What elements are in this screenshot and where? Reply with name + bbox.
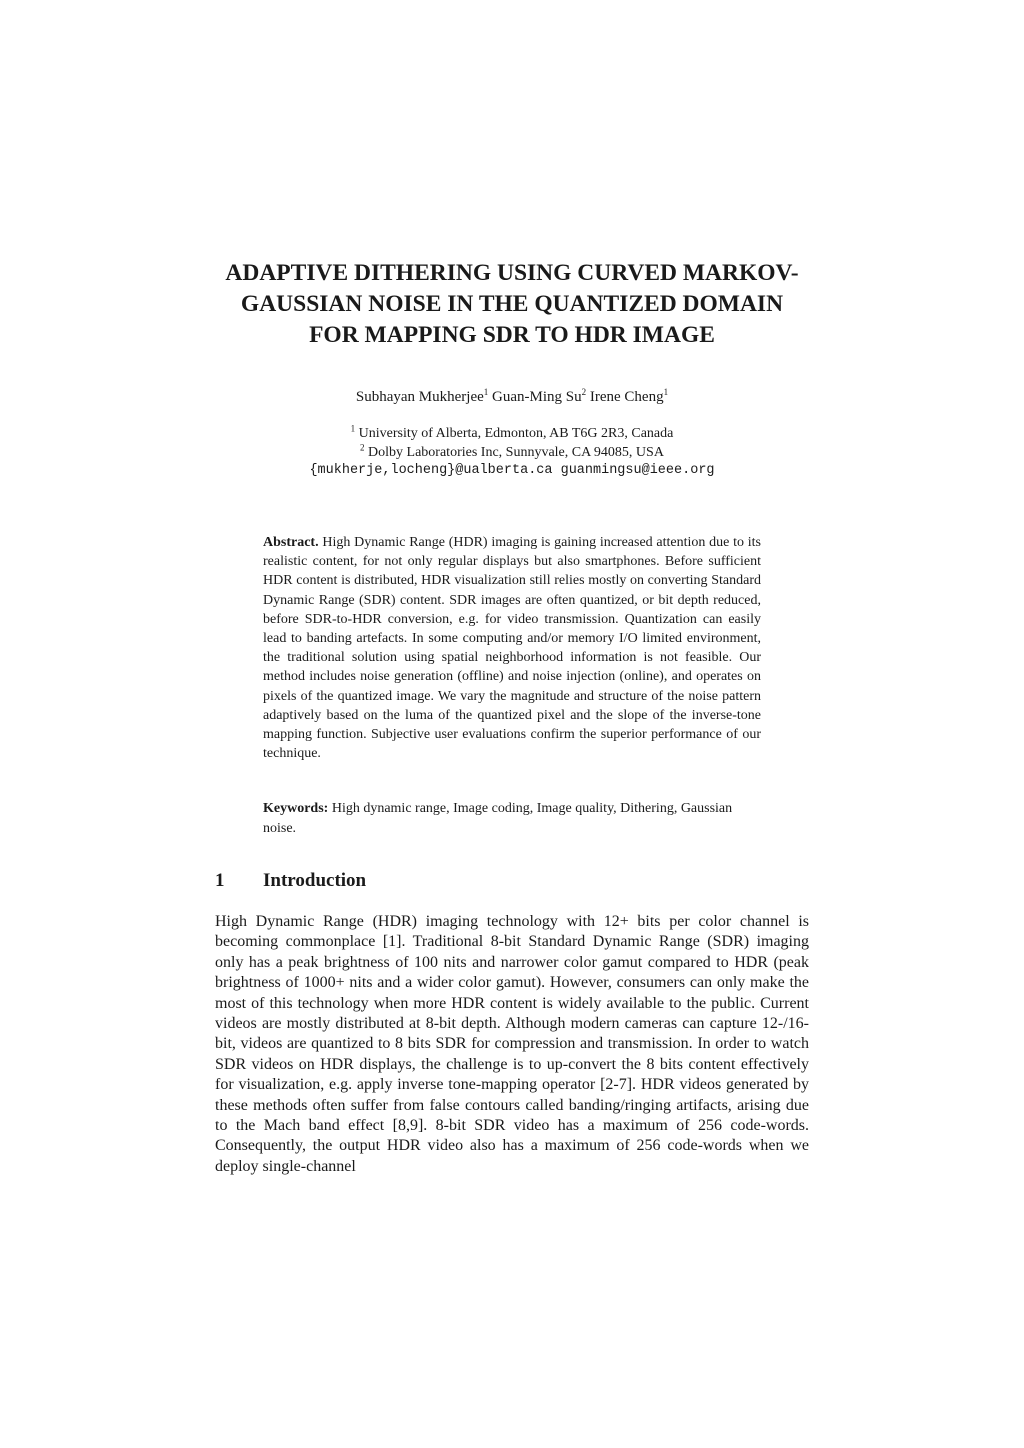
affiliation-text: Dolby Laboratories Inc, Sunnyvale, CA 94085, USA xyxy=(368,444,664,460)
section-title: Introduction xyxy=(263,870,367,891)
author-list xyxy=(170,388,854,406)
affiliation-number: 1 xyxy=(350,423,356,434)
author-name: Irene Cheng xyxy=(589,389,664,405)
title-line: ADAPTIVE DITHERING USING CURVED MARKOV- xyxy=(225,260,799,286)
affiliation-line xyxy=(170,441,854,463)
paper-title xyxy=(170,258,854,351)
abstract-text: High Dynamic Range (HDR) imaging is gaining increased attention due to its realistic content, for not only regular displays but also smartphones. Before sufficient HDR content is distributed, HDR visualization still relies mostly on converting Standard Dynamic Range (SDR) content. SDR images are often quantized, or bit depth reduced, before SDR-to-HDR conversion, e.g. for video transmission. Quantization can easily lead to banding artefacts. In some computing and/or memory I/O limited environment, the traditional solution using spatial neighborhood information is not feasible. Our method includes noise generation (offline) and noise injection (online), and operates on pixels of the quantized image. We vary the magnitude and structure of the noise pattern adaptively based on the luma of the quantized pixel and the slope of the inverse-tone mapping function. Subjective user evaluations confirm the superior performance of our technique. xyxy=(263,535,762,762)
section-heading xyxy=(215,869,815,893)
author-name: Guan-Ming Su xyxy=(492,389,582,405)
abstract-label: Abstract. xyxy=(263,535,319,550)
title-line: GAUSSIAN NOISE IN THE QUANTIZED DOMAIN xyxy=(240,291,784,317)
author-affil-mark: 1 xyxy=(483,387,489,397)
author-emails: {mukherje,locheng}@ualberta.ca guanmingsu@ieee.org xyxy=(309,463,715,478)
keywords-label: Keywords: xyxy=(263,801,329,816)
affiliations xyxy=(170,425,854,481)
keywords-text: High dynamic range, Image coding, Image quality, Dithering, Gaussian noise. xyxy=(263,801,733,836)
affiliation-text: University of Alberta, Edmonton, AB T6G 2R3, Canada xyxy=(358,426,674,441)
intro-paragraph: High Dynamic Range (HDR) imaging technology with 12+ bits per color channel is becoming commonplace [1]. Traditional 8-bit Standard Dynamic Range (SDR) imaging only has a peak brightness of 100 nits and narrower color gamut compared to HDR (peak brightness of 1000+ nits and a wider color gamut). However, consumers can only make the most of this technology when more HDR content is widely available to the public. Current videos are mostly distributed at 8-bit depth. Although modern cameras can capture 12-/16-bit, videos are quantized to 8 bits SDR for compression and transmission. In order to watch SDR videos on HDR displays, the challenge is to up-convert the 8 bits content effectively for visualization, e.g. apply inverse tone-mapping operator [2-7]. HDR videos generated by these methods often suffer from false contours called banding/ringing artifacts, arising due to the Mach band effect [8,9]. 8-bit SDR video has a maximum of 256 code-words. Consequently, the output HDR video also has a maximum of 256 code-words when we deploy single-channel xyxy=(215,913,809,1175)
author-affil-mark: 2 xyxy=(581,387,587,397)
author-affil-mark: 1 xyxy=(663,387,669,397)
abstract xyxy=(263,533,761,763)
affiliation-line xyxy=(170,425,854,444)
section-number: 1 xyxy=(215,870,225,891)
keywords xyxy=(263,799,761,838)
title-line: FOR MAPPING SDR TO HDR IMAGE xyxy=(309,322,715,348)
author-name: Subhayan Mukherjee xyxy=(355,389,484,405)
affiliation-number: 2 xyxy=(360,441,365,452)
